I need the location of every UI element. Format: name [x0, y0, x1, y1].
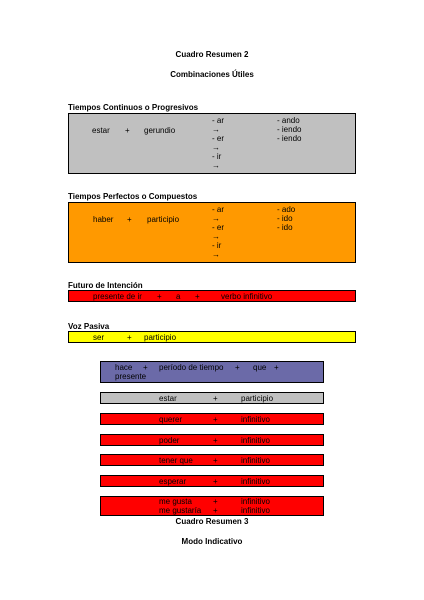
presente-text: presente: [115, 372, 147, 381]
plus-sign: +: [127, 333, 132, 342]
tener-que-text: tener que: [159, 456, 193, 465]
result-ado: - ado: [277, 205, 296, 214]
verbo-infinitivo-text: verbo infinitivo: [221, 292, 273, 301]
plus-sign: +: [213, 415, 218, 424]
plus-sign: +: [127, 215, 132, 224]
ending-ir: - ir: [212, 152, 222, 161]
plus-sign: +: [235, 363, 240, 372]
result-ido: - ido: [277, 214, 293, 223]
plus-sign: +: [157, 292, 162, 301]
arrow-icon: →: [212, 232, 220, 241]
ending-ar: - ar: [212, 116, 224, 125]
result-ando: - ando: [277, 116, 300, 125]
que-text: que: [253, 363, 267, 372]
arrow-icon: →: [212, 161, 220, 170]
plus-sign: +: [213, 436, 218, 445]
plus-sign: +: [213, 497, 218, 506]
ending-er: - er: [212, 134, 224, 143]
gustar-box: [100, 496, 324, 516]
result-iendo: - iendo: [277, 125, 302, 134]
haber-text: haber: [93, 215, 114, 224]
infinitivo-text: infinitivo: [241, 497, 270, 506]
cuadro-resumen-3-title: Cuadro Resumen 3: [175, 517, 249, 526]
plus-sign: +: [213, 456, 218, 465]
perfectos-box: [68, 202, 356, 263]
participio-text: participio: [241, 394, 274, 403]
ending-er: - er: [212, 223, 224, 232]
infinitivo-text: infinitivo: [241, 436, 270, 445]
result-iendo: - iendo: [277, 134, 302, 143]
combinaciones-title: Combinaciones Útiles: [170, 70, 254, 79]
pasiva-box: [68, 331, 356, 343]
estar-text: estar: [159, 394, 177, 403]
futuro-heading: Futuro de Intención: [68, 281, 143, 290]
plus-sign: +: [195, 292, 200, 301]
arrow-icon: →: [212, 125, 220, 134]
participio-text: participio: [147, 215, 180, 224]
me-gusta-text: me gusta: [159, 497, 192, 506]
arrow-icon: →: [212, 250, 220, 259]
a-text: a: [176, 292, 181, 301]
infinitivo-text: infinitivo: [241, 506, 270, 515]
futuro-box: [68, 290, 356, 302]
arrow-icon: →: [212, 143, 220, 152]
participio-text: participio: [144, 333, 177, 342]
infinitivo-text: infinitivo: [241, 456, 270, 465]
perfectos-heading: Tiempos Perfectos o Compuestos: [68, 192, 198, 201]
cuadro-resumen-2-title: Cuadro Resumen 2: [175, 50, 249, 59]
ending-ar: - ar: [212, 205, 224, 214]
result-ido: - ido: [277, 223, 293, 232]
estar-text: estar: [92, 126, 110, 135]
poder-text: poder: [159, 436, 180, 445]
presente-de-ir-text: presente de ir: [93, 292, 142, 301]
pasiva-heading: Voz Pasiva: [68, 322, 110, 331]
gerundio-text: gerundio: [144, 126, 176, 135]
querer-box: [100, 413, 324, 425]
plus-sign: +: [125, 126, 130, 135]
tener-que-box: [100, 454, 324, 466]
infinitivo-text: infinitivo: [241, 415, 270, 424]
periodo-text: período de tiempo: [159, 363, 224, 372]
plus-sign: +: [213, 506, 218, 515]
poder-box: [100, 434, 324, 446]
hace-box: [100, 361, 324, 383]
me-gustaria-text: me gustaría: [159, 506, 202, 515]
ending-ir: - ir: [212, 241, 222, 250]
esperar-box: [100, 475, 324, 487]
plus-sign: +: [213, 394, 218, 403]
infinitivo-text: infinitivo: [241, 477, 270, 486]
ser-text: ser: [93, 333, 105, 342]
querer-text: querer: [159, 415, 183, 424]
esperar-text: esperar: [159, 477, 187, 486]
modo-indicativo-title: Modo Indicativo: [181, 537, 243, 546]
continuos-heading: Tiempos Continuos o Progresivos: [68, 103, 199, 112]
plus-sign: +: [213, 477, 218, 486]
estar-participio-box: [100, 392, 324, 404]
continuos-box: [68, 113, 356, 174]
arrow-icon: →: [212, 214, 220, 223]
plus-sign: +: [274, 363, 279, 372]
plus-sign: +: [143, 363, 148, 372]
hace-text: hace: [115, 363, 133, 372]
